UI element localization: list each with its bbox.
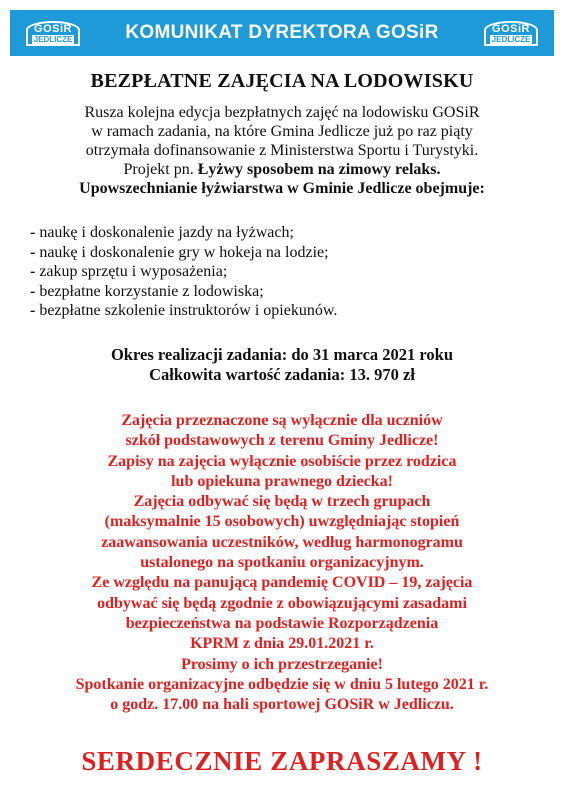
project-name: Łyżwy sposobem na zimowy relaks. xyxy=(197,161,441,178)
closing-invitation: SERDECZNIE ZAPRASZAMY ! xyxy=(81,746,483,776)
list-item-text: bezpłatne korzystanie z lodowiska; xyxy=(39,282,264,300)
logo-text-bottom: JEDLICZE xyxy=(33,34,73,44)
logo-text-top: GOSiR xyxy=(34,22,72,35)
intro-line-bold xyxy=(20,179,544,198)
list-item xyxy=(30,282,540,302)
gosir-logo-left xyxy=(18,16,88,50)
project-period xyxy=(0,345,564,385)
notice-line: Ze względu na panującą pandemię COVID – 19, zajęcia xyxy=(91,574,473,592)
notice-line: (maksymalnie 15 osobowych) uwzględniając stopień xyxy=(104,513,460,531)
header-banner xyxy=(10,10,554,56)
list-item-text: naukę i doskonalenie gry w hokeja na lodzie; xyxy=(39,243,329,261)
intro-line: w ramach zadania, na które Gmina Jedlicze już po raz piąty xyxy=(91,123,473,140)
logo-frame xyxy=(484,21,539,46)
list-dash: - xyxy=(30,243,40,261)
notice-line: ustalonego na spotkaniu organizacyjnym. xyxy=(140,554,424,572)
list-dash: - xyxy=(30,224,40,241)
notice-line: Zajęcia przeznaczone są wyłącznie dla uczniów xyxy=(121,412,443,429)
period-value: : do 31 marca 2021 roku xyxy=(281,345,454,364)
notice-line: Zajęcia odbywać się będą w trzech grupach xyxy=(133,493,431,511)
notice-line: szkół podstawowych z terenu Gminy Jedlicze! xyxy=(125,432,439,450)
intro-line: Rusza kolejna edycja bezpłatnych zajęć na lodowisku GOSiR xyxy=(84,104,480,121)
value-line xyxy=(0,365,564,385)
notice-line: lub opiekuna prawnego dziecka! xyxy=(171,472,393,490)
intro-paragraph xyxy=(20,103,544,198)
list-item xyxy=(30,301,540,321)
intro-line: otrzymała dofinansowanie z Ministerstwa Sportu i Turystyki. xyxy=(85,142,479,159)
list-item-text: bezpłatne szkolenie instruktorów i opiekunów. xyxy=(39,302,338,319)
list-item-text: naukę i doskonalenie jazdy na łyżwach; xyxy=(39,224,294,241)
header-title: KOMUNIKAT DYREKTORA GOSiR xyxy=(125,22,439,43)
logo-frame xyxy=(26,21,81,46)
notice-line: o godz. 17.00 na hali sportowej GOSiR w Jedliczu. xyxy=(110,696,454,714)
list-item-text: zakup sprzętu i wyposażenia; xyxy=(39,263,228,280)
list-dash: - xyxy=(30,263,40,280)
logo-text-bottom: JEDLICZE xyxy=(491,34,531,44)
period-line xyxy=(0,345,564,365)
important-notice xyxy=(14,411,550,715)
list-dash: - xyxy=(30,282,40,300)
period-label: Okres realizacji zadania xyxy=(110,345,282,364)
list-item xyxy=(30,262,540,282)
scope-list xyxy=(30,223,540,321)
list-item xyxy=(30,223,540,243)
list-dash: - xyxy=(30,302,40,319)
notice-line: KPRM z dnia 29.01.2021 r. xyxy=(190,635,374,653)
project-prefix: Projekt pn. xyxy=(123,161,198,178)
logo-text-top: GOSiR xyxy=(492,22,530,35)
gosir-logo-right xyxy=(476,16,546,50)
notice-line: Spotkanie organizacyjne odbędzie się w dniu 5 lutego 2021 r. xyxy=(75,675,489,693)
notice-line: zaawansowania uczestników, według harmonogramu xyxy=(101,533,463,551)
notice-line: odbywać się będą zgodnie z obowiązującymi zasadami xyxy=(97,594,467,612)
value-amount: : 13. 970 zł xyxy=(339,365,415,384)
notice-line: Zapisy na zajęcia wyłącznie osobiście przez rodzica xyxy=(107,452,457,470)
list-item xyxy=(30,243,540,263)
scope-heading: Upowszechnianie łyżwiarstwa w Gminie Jedlicze obejmuje: xyxy=(79,180,485,197)
notice-line: Prosimy o ich przestrzeganie! xyxy=(181,655,383,673)
intro-line xyxy=(20,160,544,179)
notice-line: bezpieczeństwa na podstawie Rozporządzenia xyxy=(125,614,439,632)
value-label: Całkowita wartość zadania xyxy=(149,365,340,384)
document-title: BEZPŁATNE ZAJĘCIA NA LODOWISKU xyxy=(90,70,474,92)
